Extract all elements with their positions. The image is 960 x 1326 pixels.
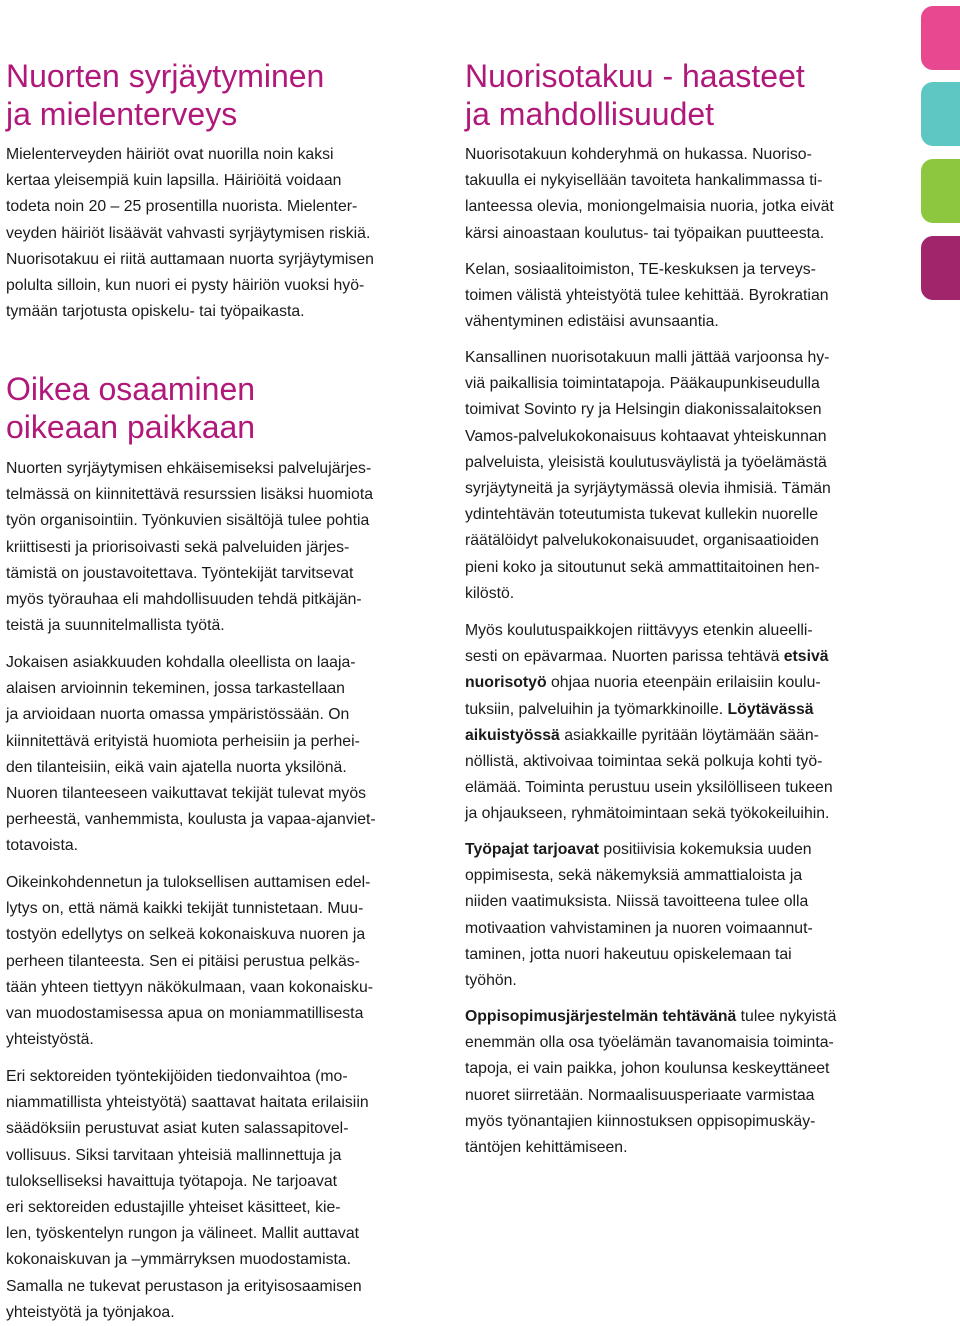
text-line: Kansallinen nuorisotakuun malli jättää varjoonsa hy- [465,349,830,366]
bold-term: Työpajat tarjoavat [465,841,600,858]
bold-term: Löytävässä [727,700,814,718]
text-line: Nuoren tilanteeseen vaikuttavat tekijät tulevat myös [6,785,367,803]
text-line: veyden häiriöt lisäävät vahvasti syrjäytymisen riskiä. [6,224,371,242]
side-tab-teal [921,82,960,146]
text-line: Oppisopimusjärjestelmän tehtävänä tulee nykyistä [465,1008,837,1025]
text-line: kiinnitettävä erityistä huomiota perheisiin ja perhei- [6,732,360,750]
bold-term: nuorisotyö [465,674,547,692]
text-line: Mielenterveyden häiriöt ovat nuorilla noin kaksi [6,146,334,163]
text-line: myös työnantajien kiinnostuksen oppisopimuskäy- [465,1112,816,1130]
heading-line: ja mahdollisuudet [465,96,715,132]
text-line: toimivat Sovinto ry ja Helsingin diakonissalaitoksen [465,401,822,419]
paragraph-target-group [465,142,834,247]
text-line: syrjäytyneitä ja syrjäytymässä olevia ihmisiä. Tämän [465,480,831,498]
paragraph-local-practices [465,345,831,607]
text-line: tulokselliseksi havaittuja työtapoja. Ne tarjoavat [6,1172,338,1190]
text-line: säädöksiin perustuvat asiat kuten salassapitovel- [6,1120,349,1138]
text-line: telmässä on kiinnitettävä resurssien lisäksi huomiota [6,486,374,504]
text-line: nuorisotyö ohjaa nuoria eteenpäin erilaisiin koulu- [465,674,821,692]
paragraph-overall-picture [6,870,373,1053]
text-line: työn organisointiin. Työnkuvien sisältöjä tulee pohtia [6,512,370,530]
text-line: eri sektoreiden edustajille yhteiset käsitteet, kie- [6,1199,341,1217]
side-tab-pink [921,6,960,70]
text-line: todeta noin 20 – 25 prosentilla nuorista. Mielenter- [6,198,358,216]
heading-line: Nuorisotakuu - haasteet [465,58,805,94]
text-line: Nuorten syrjäytymisen ehkäisemiseksi palvelujärjes- [6,460,372,477]
paragraph-outreach-work [465,618,833,828]
text-line: van muodostamisessa apua on moniammatillisesta [6,1005,364,1023]
text-line: ja arvioidaan nuorta omassa ympäristössään. On [6,706,350,724]
side-tab-green [921,159,960,223]
paragraph-cooperation [465,257,829,336]
text-line: kriittisesti ja priorisoivasti sekä palveluiden järjes- [6,538,350,556]
text-line: täntöjen kehittämiseen. [465,1139,628,1157]
text-line: vollisuus. Siksi tarvitaan yhteisiä mallinnettuja ja [6,1146,342,1164]
text-line: teistä ja suunnitelmallista työtä. [6,617,225,635]
heading-youth-exclusion [6,57,324,133]
text-line: viä paikallisia toimintatapoja. Pääkaupunkiseudulla [465,375,820,393]
text-line: Oikeinkohdennetun ja tuloksellisen auttamisen edel- [6,874,371,891]
paragraph-apprenticeship [465,1004,836,1161]
text-line: Vamos-palvelukokonaisuus kohtaavat yhteiskunnan [465,427,827,445]
text-line: yhteistyöstä. [6,1031,94,1049]
text-line: polulta silloin, kun nuori ei pysty häiriön vuoksi hyö- [6,277,365,295]
text-line: palveluista, yleisistä koulutusväylistä ja työelämästä [465,453,827,471]
heading-line: Nuorten syrjäytyminen [6,58,325,94]
text-line: oppimisesta, sekä näkemyksiä ammattialoista ja [465,867,803,885]
text-line: elämää. Toiminta perustuu usein yksilölliseen tukeen [465,779,833,797]
text-line: tapoja, ei vain paikka, johon koulunsa keskeyttäneet [465,1060,830,1078]
text-line: tämistä on joustavoitettava. Työntekijät tarvitsevat [6,564,354,582]
text-line: Kelan, sosiaalitoimiston, TE-keskuksen ja terveys- [465,261,816,278]
bold-term: aikuistyössä [465,726,560,744]
text-line: perheen tilanteesta. Sen ei pitäisi perustua pelkäs- [6,952,360,970]
text-line: motivaation vahvistaminen ja nuoren voimaannut- [465,919,813,937]
text-line: Nuorisotakuu ei riitä auttamaan nuorta syrjäytymisen [6,250,374,268]
heading-line: ja mielenterveys [6,96,238,132]
text-line: Eri sektoreiden työntekijöiden tiedonvaihtoa (mo- [6,1068,348,1085]
text-line: Nuorisotakuun kohderyhmä on hukassa. Nuoriso- [465,146,812,163]
text-line: totavoista. [6,837,79,855]
paragraph-information-exchange [6,1064,369,1326]
bold-term: Oppisopimusjärjestelmän tehtävänä [465,1008,737,1025]
heading-youth-guarantee [465,57,805,133]
heading-line: Oikea osaaminen [6,371,256,407]
text-line: enemmän olla osa työelämän tavanomaisia toiminta- [465,1034,834,1052]
heading-right-expertise [6,370,255,446]
text-line: Myös koulutuspaikkojen riittävyys etenkin alueelli- [465,622,813,639]
text-line: nöllistä, aktivoivaa toimintaa sekä polkuja kohti työ- [465,753,823,771]
paragraph-assessment [6,650,376,860]
text-line: kärsi ainoastaan koulutus- tai työpaikan puutteesta. [465,224,825,242]
text-line: Työpajat tarjoavat positiivisia kokemuksia uuden [465,841,812,858]
text-line: vähentyminen edistäisi avunsaantia. [465,313,719,331]
text-line: yhteistyötä ja työnjakoa. [6,1303,175,1321]
text-line: kertaa yleisempiä kuin lapsilla. Häiriöitä voidaan [6,172,342,190]
text-line: työhön. [465,972,517,990]
text-line: Jokaisen asiakkuuden kohdalla oleellista on laaja- [6,654,356,671]
heading-line: oikeaan paikkaan [6,409,256,445]
text-line: lanteessa olevia, moniongelmaisia nuoria, jotka eivät [465,198,834,216]
text-line: taminen, jotta nuori hakeutuu opiskelemaan tai [465,945,792,963]
text-line: lytys on, että nämä kaikki tekijät tunnistetaan. Muu- [6,900,364,918]
paragraph-workshops [465,837,813,994]
text-line: kokonaiskuvan ja –ymmärryksen muodostamista. [6,1251,352,1269]
text-line: niiden vaatimuksista. Niissä tavoitteena tulee olla [465,893,809,911]
text-line: takuulla ei nykyisellään tavoiteta hankalimmassa ti- [465,172,823,190]
text-line: den tilanteisiin, eikä vain ajatella nuorta yksilönä. [6,758,347,776]
text-line: nuoret siirretään. Normaalisuusperiaate varmistaa [465,1086,815,1104]
text-line: kilöstö. [465,584,515,602]
text-line: tostyön edellytys on selkeä kokonaiskuva nuoren ja [6,926,366,944]
paragraph-mental-health [6,142,374,325]
text-line: alaisen arvioinnin tekeminen, jossa tarkastellaan [6,680,345,698]
text-line: myös työrauhaa eli mahdollisuuden tehdä pitkäjän- [6,591,362,609]
paragraph-organisation [6,456,373,639]
text-line: sesti on epävarmaa. Nuorten parissa tehtävä etsivä [465,648,829,666]
text-line: tuksiin, palveluihin ja työmarkkinoille. Löytävässä [465,700,814,718]
side-tab-magenta [921,236,960,300]
text-line: ja ohjaukseen, ryhmätoimintaan sekä työkokeiluihin. [465,805,830,823]
text-line: perheestä, vanhemmista, koulusta ja vapaa-ajanviet- [6,811,376,829]
text-line: len, työskentelyn rungon ja välineet. Mallit auttavat [6,1225,360,1243]
text-line: aikuistyössä asiakkaille pyritään löytämään sään- [465,726,819,744]
text-line: niammatillista yhteistyötä) saattavat haitata erilaisiin [6,1094,369,1112]
bold-term: etsivä [783,648,829,666]
text-line: Samalla ne tukevat perustason ja erityisosaamisen [6,1277,362,1295]
text-line: räätälöidyt palvelukokonaisuudet, organisaatioiden [465,532,819,550]
text-line: pieni koko ja sitoutunut sekä ammattitaitoinen hen- [465,558,820,576]
text-line: tymään tarjotusta opiskelu- tai työpaikasta. [6,303,305,321]
text-line: toimen välistä yhteistyötä tulee kehittää. Byrokratian [465,287,829,305]
text-line: tään yhteen tiettyyn näkökulmaan, vaan kokonaisku- [6,978,374,996]
text-line: ydintehtävän toteutumista tukevat kullekin nuorelle [465,506,819,524]
